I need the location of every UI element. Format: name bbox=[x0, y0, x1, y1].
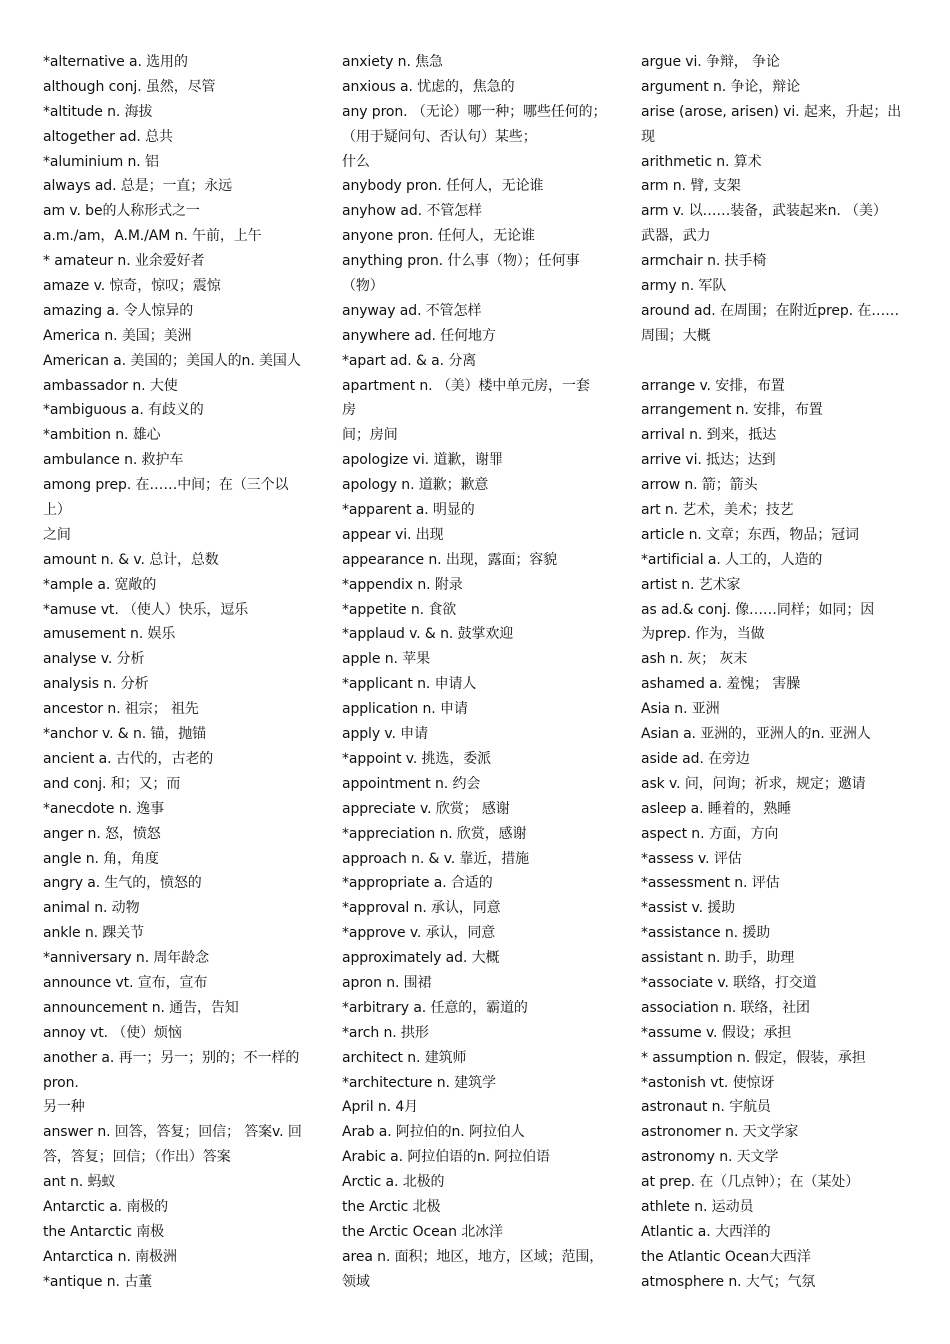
vocab-entry-line: *approval n. 承认，同意 bbox=[342, 900, 501, 917]
vocab-entry-line: the Atlantic Ocean大西洋 bbox=[641, 1248, 811, 1265]
vocab-entry-line: always ad. 总是；一直；永远 bbox=[43, 178, 232, 195]
vocab-entry-line: anxiety n. 焦急 bbox=[342, 54, 443, 70]
vocab-entry-line: *apart ad. & a. 分离 bbox=[342, 352, 477, 369]
vocab-entry-line: 另一种 bbox=[43, 1099, 85, 1116]
vocab-entry-line: ask v. 问，问询；祈求，规定；邀请 bbox=[641, 775, 866, 792]
vocab-entry-line: Atlantic a. 大西洋的 bbox=[641, 1223, 771, 1240]
vocab-entry-line: *arbitrary a. 任意的，霸道的 bbox=[342, 999, 528, 1016]
vocab-entry-line: architect n. 建筑师 bbox=[342, 1049, 467, 1066]
vocab-entry-line: the Arctic 北极 bbox=[342, 1198, 441, 1215]
vocab-entry-line: America n. 美国；美洲 bbox=[43, 327, 192, 344]
vocab-entry-line: *appropriate a. 合适的 bbox=[342, 875, 493, 892]
vocab-entry-line: *anniversary n. 周年龄念 bbox=[43, 950, 210, 967]
vocab-entry-line: 武器，武力 bbox=[641, 228, 711, 245]
vocab-entry-line: 答，答复；回信；（作出）答案 bbox=[43, 1149, 231, 1166]
vocab-entry-line: ancient a. 古代的，古老的 bbox=[43, 750, 214, 767]
vocab-entry-line: apply v. 申请 bbox=[342, 726, 428, 743]
vocab-entry-line: anybody pron. 任何人，无论谁 bbox=[342, 178, 544, 195]
vocab-entry-line: * amateur n. 业余爱好者 bbox=[43, 253, 205, 270]
vocab-entry-line: *altitude n. 海拔 bbox=[43, 103, 153, 120]
vocab-entry-line: angry a. 生气的，愤怒的 bbox=[43, 875, 202, 892]
vocab-entry-line: *appendix n. 附录 bbox=[342, 576, 463, 593]
vocab-entry-line: 间；房间 bbox=[342, 427, 398, 444]
column-3 bbox=[641, 50, 909, 1295]
vocab-entry-line: anything pron. 什么事（物）；任何事 bbox=[342, 253, 580, 270]
vocab-entry-line: *assistance n. 援助 bbox=[641, 925, 771, 942]
column-1 bbox=[43, 50, 311, 1295]
vocab-entry-line: Arabic a. 阿拉伯语的n. 阿拉伯语 bbox=[342, 1149, 550, 1166]
vocab-entry-line: American a. 美国的；美国人的n. 美国人 bbox=[43, 352, 301, 369]
vocab-entry-line: answer n. 回答，答复；回信； 答案v. 回 bbox=[43, 1124, 302, 1141]
vocab-entry-line: *assessment n. 评估 bbox=[641, 875, 780, 892]
vocab-entry-line: ambulance n. 救护车 bbox=[43, 452, 184, 469]
vocab-entry-line: *applaud v. & n. 鼓掌欢迎 bbox=[342, 626, 514, 643]
vocab-entry-line: a.m./am，A.M./AM n. 午前，上午 bbox=[43, 228, 262, 245]
vocab-entry-line: arrow n. 箭；箭头 bbox=[641, 477, 758, 494]
vocab-entry-line: area n. 面积；地区，地方，区域；范围， bbox=[342, 1248, 604, 1265]
vocab-entry-line: 现 bbox=[641, 128, 655, 145]
vocab-entry-line: April n. 4月 bbox=[342, 1099, 419, 1116]
vocab-entry-line: *applicant n. 申请人 bbox=[342, 676, 477, 693]
vocab-entry-line: the Antarctic 南极 bbox=[43, 1223, 165, 1240]
vocab-entry-line bbox=[641, 349, 909, 374]
vocab-entry-line: arrangement n. 安排，布置 bbox=[641, 402, 823, 419]
vocab-entry-line: at prep. 在（几点钟）；在（某处） bbox=[641, 1174, 860, 1191]
vocab-entry-line: anywhere ad. 任何地方 bbox=[342, 327, 496, 344]
vocab-entry-line: approach n. & v. 靠近，措施 bbox=[342, 850, 530, 867]
vocab-entry-line: Arab a. 阿拉伯的n. 阿拉伯人 bbox=[342, 1124, 525, 1141]
vocab-entry-line: *architecture n. 建筑学 bbox=[342, 1074, 496, 1091]
vocab-entry-line: another a. 再一；另一；别的；不一样的 bbox=[43, 1049, 300, 1066]
vocab-entry-line: Antarctic a. 南极的 bbox=[43, 1198, 169, 1215]
vocab-entry-line: apartment n. （美）楼中单元房，一套 bbox=[342, 377, 590, 394]
vocab-entry-line: * assumption n. 假定，假装，承担 bbox=[641, 1049, 866, 1066]
vocab-entry-line: astronomer n. 天文学家 bbox=[641, 1124, 799, 1141]
vocab-entry-line: anxious a. 忧虑的，焦急的 bbox=[342, 78, 515, 95]
vocab-entry-line: announce vt. 宣布，宣布 bbox=[43, 974, 208, 991]
vocab-entry-line: altogether ad. 总共 bbox=[43, 128, 173, 145]
vocab-entry-line: *appreciation n. 欣赏，感谢 bbox=[342, 825, 527, 842]
vocab-entry-line: among prep. 在……中间；在（三个以 bbox=[43, 477, 289, 494]
vocab-entry-line: army n. 军队 bbox=[641, 278, 727, 295]
vocab-entry-line: ashamed a. 羞愧； 害臊 bbox=[641, 676, 801, 693]
vocab-entry-line: astronaut n. 宇航员 bbox=[641, 1099, 771, 1116]
vocab-entry-line: 上） bbox=[43, 502, 71, 519]
vocab-entry-line: and conj. 和；又；而 bbox=[43, 775, 181, 792]
vocab-entry-line: anyway ad. 不管怎样 bbox=[342, 302, 482, 319]
vocab-entry-line: ancestor n. 祖宗； 祖先 bbox=[43, 701, 199, 718]
vocab-entry-line: arithmetic n. 算术 bbox=[641, 153, 762, 170]
vocab-entry-line: *approve v. 承认，同意 bbox=[342, 925, 496, 942]
vocab-entry-line: amusement n. 娱乐 bbox=[43, 626, 176, 643]
vocab-entry-line: *antique n. 古董 bbox=[43, 1273, 153, 1290]
vocab-entry-line: 为prep. 作为，当做 bbox=[641, 626, 765, 643]
vocab-entry-line: although conj. 虽然，尽管 bbox=[43, 78, 216, 95]
vocab-entry-line: anyone pron. 任何人，无论谁 bbox=[342, 228, 535, 245]
vocab-entry-line: 什么 bbox=[342, 153, 370, 170]
vocab-entry-line: apologize vi. 道歉，谢罪 bbox=[342, 452, 503, 469]
vocab-entry-line: *astonish vt. 使惊讶 bbox=[641, 1074, 775, 1091]
vocab-entry-line: appearance n. 出现，露面；容貌 bbox=[342, 551, 558, 568]
vocab-entry-line: annoy vt. （使）烦恼 bbox=[43, 1024, 182, 1041]
vocab-entry-line: *apparent a. 明显的 bbox=[342, 502, 475, 519]
vocab-entry-line: as ad.& conj. 像……同样；如同；因 bbox=[641, 601, 875, 618]
vocab-entry-line: *appoint v. 挑选，委派 bbox=[342, 750, 492, 767]
vocab-entry-line: 周围；大概 bbox=[641, 327, 711, 344]
vocab-entry-line: Asian a. 亚洲的，亚洲人的n. 亚洲人 bbox=[641, 726, 871, 743]
vocab-entry-line: article n. 文章；东西，物品；冠词 bbox=[641, 526, 859, 543]
vocab-entry-line: analyse v. 分析 bbox=[43, 651, 145, 668]
vocab-entry-line: apple n. 苹果 bbox=[342, 651, 430, 668]
vocab-entry-line: *aluminium n. 铝 bbox=[43, 153, 159, 170]
vocab-entry-line: application n. 申请 bbox=[342, 701, 468, 718]
vocab-entry-line: aside ad. 在旁边 bbox=[641, 750, 750, 767]
vocab-entry-line: ambassador n. 大使 bbox=[43, 377, 178, 394]
vocab-entry-line: arise (arose, arisen) vi. 起来，升起；出 bbox=[641, 103, 902, 120]
vocab-entry-line: assistant n. 助手，助理 bbox=[641, 950, 795, 967]
vocab-entry-line: aspect n. 方面，方向 bbox=[641, 825, 779, 842]
vocab-entry-line: *anecdote n. 逸事 bbox=[43, 800, 165, 817]
vocab-entry-line: atmosphere n. 大气；气氛 bbox=[641, 1273, 816, 1290]
vocab-entry-line: *associate v. 联络，打交道 bbox=[641, 974, 817, 991]
vocab-entry-line: *appetite n. 食欲 bbox=[342, 601, 457, 618]
vocab-entry-line: argument n. 争论，辩论 bbox=[641, 78, 800, 95]
vocab-entry-line: apron n. 围裙 bbox=[342, 974, 432, 991]
vocab-entry-line: ash n. 灰； 灰末 bbox=[641, 651, 748, 668]
vocab-entry-line: pron. bbox=[43, 1074, 79, 1091]
vocab-entry-line: Asia n. 亚洲 bbox=[641, 701, 720, 718]
vocab-entry-line: appointment n. 约会 bbox=[342, 775, 481, 792]
vocab-entry-line: armchair n. 扶手椅 bbox=[641, 253, 767, 270]
vocab-entry-line: ankle n. 踝关节 bbox=[43, 925, 145, 942]
vocab-entry-line: *arch n. 拱形 bbox=[342, 1024, 429, 1041]
vocab-entry-line: announcement n. 通告，告知 bbox=[43, 999, 239, 1016]
vocab-entry-line: art n. 艺术，美术；技艺 bbox=[641, 502, 794, 519]
vocab-entry-line: 房 bbox=[342, 402, 356, 419]
vocab-entry-line: *ambition n. 雄心 bbox=[43, 427, 161, 444]
vocab-entry-line: *ambiguous a. 有歧义的 bbox=[43, 402, 204, 419]
vocab-entry-line: *amuse vt. （使人）快乐，逗乐 bbox=[43, 601, 249, 618]
vocab-entry-line: *ample a. 宽敞的 bbox=[43, 576, 157, 593]
vocab-entry-line: animal n. 动物 bbox=[43, 900, 140, 917]
vocab-entry-line: （物） bbox=[342, 278, 384, 295]
vocab-entry-line: *assume v. 假设；承担 bbox=[641, 1024, 792, 1041]
vocab-entry-line: appear vi. 出现 bbox=[342, 526, 444, 543]
vocab-entry-line: anyhow ad. 不管怎样 bbox=[342, 203, 482, 220]
vocab-entry-line: ant n. 蚂蚁 bbox=[43, 1174, 116, 1191]
vocab-entry-line: association n. 联络，社团 bbox=[641, 999, 810, 1016]
vocab-entry-line: appreciate v. 欣赏； 感谢 bbox=[342, 800, 510, 817]
vocab-entry-line: athlete n. 运动员 bbox=[641, 1198, 754, 1215]
vocab-entry-line: arrival n. 到来，抵达 bbox=[641, 427, 777, 444]
vocab-entry-line: the Arctic Ocean 北冰洋 bbox=[342, 1223, 503, 1240]
vocab-entry-line: argue vi. 争辩， 争论 bbox=[641, 54, 780, 70]
vocab-entry-line: Arctic a. 北极的 bbox=[342, 1174, 445, 1191]
vocab-entry-line: arrange v. 安排，布置 bbox=[641, 377, 785, 394]
vocab-entry-line: arrive vi. 抵达；达到 bbox=[641, 452, 776, 469]
vocab-entry-line: asleep a. 睡着的，熟睡 bbox=[641, 800, 792, 817]
vocab-entry-line: 之间 bbox=[43, 526, 71, 543]
vocab-entry-line: *assess v. 评估 bbox=[641, 850, 742, 867]
vocab-entry-line: analysis n. 分析 bbox=[43, 676, 149, 693]
column-2 bbox=[342, 50, 610, 1295]
vocab-entry-line: amount n. & v. 总计，总数 bbox=[43, 551, 219, 568]
vocab-entry-line: *artificial a. 人工的，人造的 bbox=[641, 551, 823, 568]
vocab-entry-line: *anchor v. & n. 锚，抛锚 bbox=[43, 726, 207, 743]
vocab-entry-line: angle n. 角，角度 bbox=[43, 850, 159, 867]
vocab-entry-line: around ad. 在周围；在附近prep. 在…… bbox=[641, 302, 900, 319]
vocab-entry-line: arm n. 臂, 支架 bbox=[641, 178, 741, 195]
vocab-entry-line: Antarctica n. 南极洲 bbox=[43, 1248, 177, 1265]
vocab-entry-line: *assist v. 援助 bbox=[641, 900, 736, 917]
vocab-entry-line: apology n. 道歉；歉意 bbox=[342, 477, 489, 494]
vocab-entry-line: （用于疑问句、否认句）某些； bbox=[342, 128, 537, 145]
vocab-entry-line: amazing a. 令人惊异的 bbox=[43, 302, 194, 319]
vocab-entry-line: *alternative a. 选用的 bbox=[43, 54, 188, 70]
vocab-entry-line: arm v. 以……装备，武装起来n. （美） bbox=[641, 203, 887, 220]
vocab-entry-line: astronomy n. 天文学 bbox=[641, 1149, 779, 1166]
vocab-entry-line: artist n. 艺术家 bbox=[641, 576, 741, 593]
vocab-entry-line: 领域 bbox=[342, 1273, 370, 1290]
vocab-entry-line: am v. be的人称形式之一 bbox=[43, 203, 200, 220]
vocab-entry-line: anger n. 怒，愤怒 bbox=[43, 825, 161, 842]
vocab-entry-line: any pron. （无论）哪一种；哪些任何的； bbox=[342, 103, 607, 120]
vocab-entry-line: approximately ad. 大概 bbox=[342, 950, 500, 967]
vocab-entry-line: amaze v. 惊奇，惊叹；震惊 bbox=[43, 278, 221, 295]
